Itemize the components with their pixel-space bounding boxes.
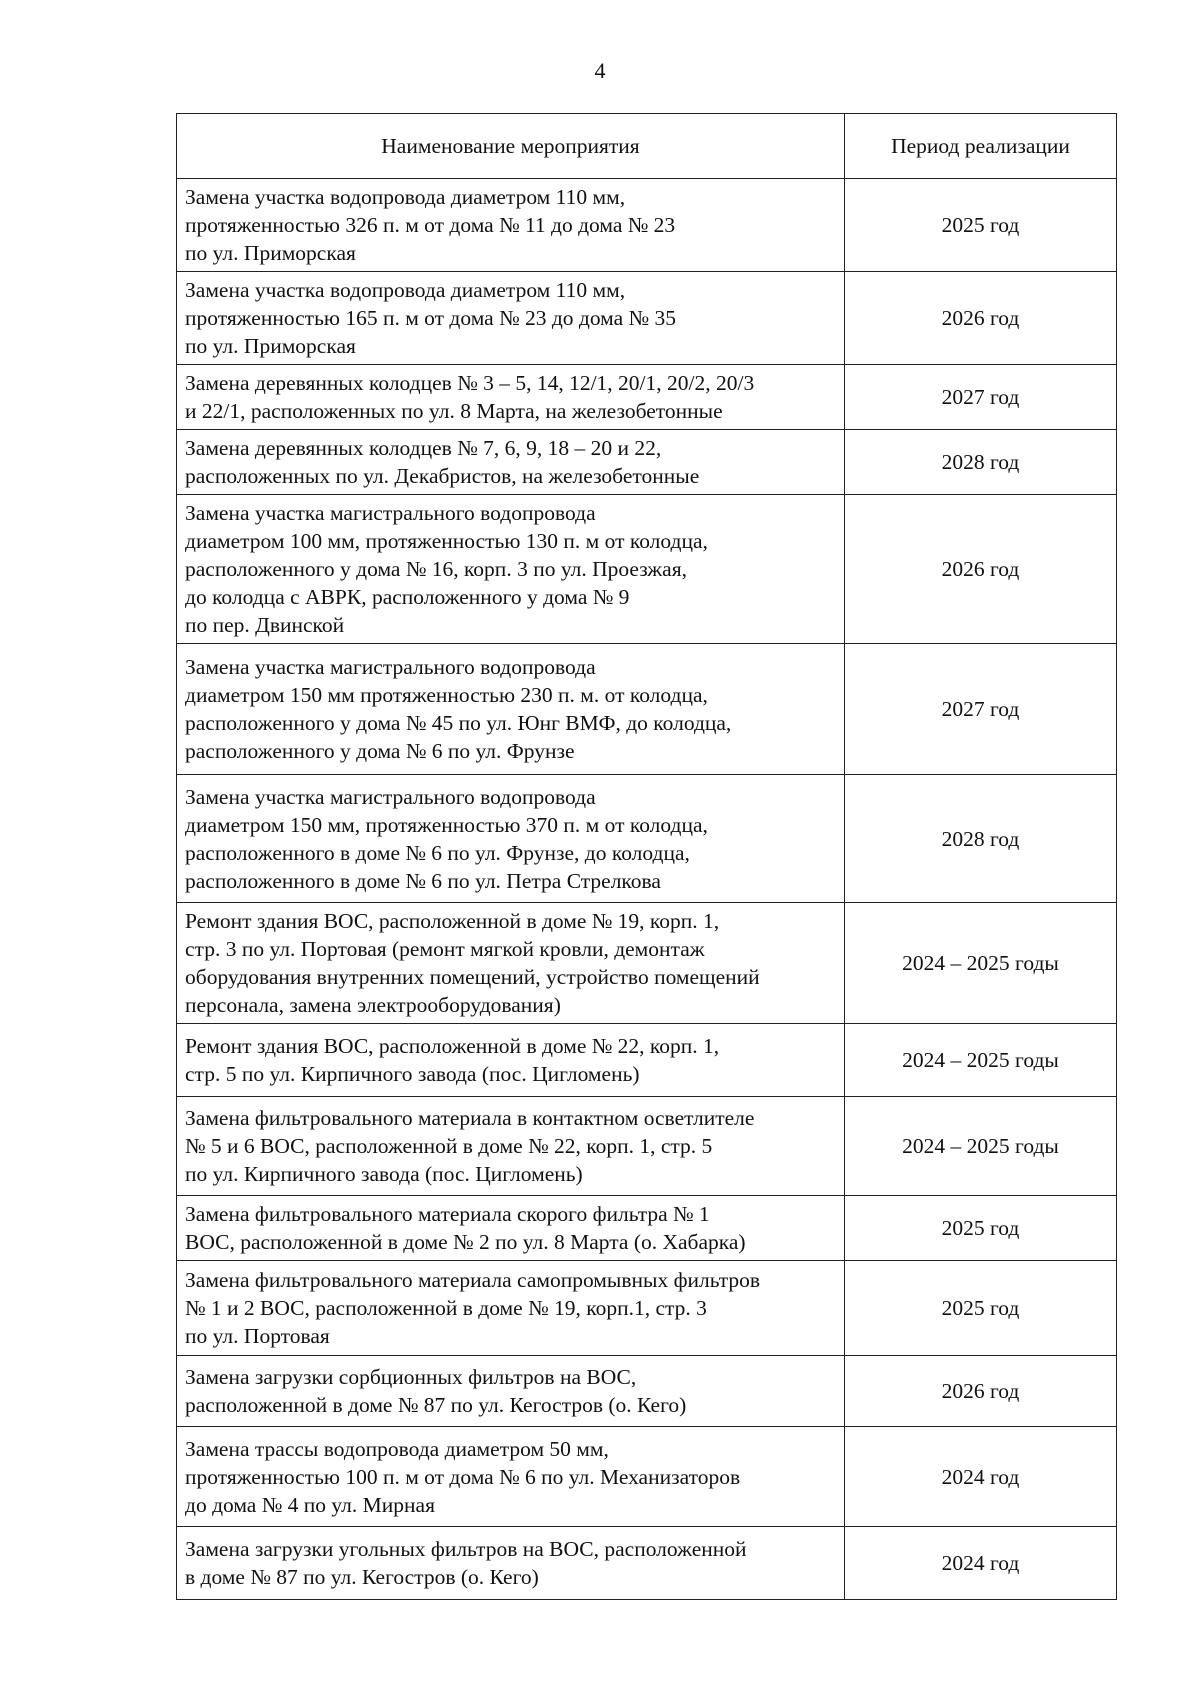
table-row	[177, 179, 1117, 272]
measure-name-cell: Замена участка магистрального водопровода диаметром 100 мм, протяженностью 130 п. м от колодца, расположенного у дома № 16, корп. 3 по ул. Проезжая, до колодца с АВРК, расположенного у дома № 9 по пер. Двинской	[177, 495, 845, 644]
period-cell: 2027 год	[845, 365, 1117, 430]
measure-name-cell: Замена загрузки сорбционных фильтров на ВОС, расположенной в доме № 87 по ул. Кегостров (о. Кего)	[177, 1356, 845, 1427]
period-cell: 2024 – 2025 годы	[845, 1024, 1117, 1097]
period-cell: 2026 год	[845, 495, 1117, 644]
period-cell: 2028 год	[845, 430, 1117, 495]
measure-name-cell: Замена деревянных колодцев № 3 – 5, 14, 12/1, 20/1, 20/2, 20/3 и 22/1, расположенных по ул. 8 Марта, на железобетонные	[177, 365, 845, 430]
measure-name-cell: Замена загрузки угольных фильтров на ВОС, расположенной в доме № 87 по ул. Кегостров (о. Кего)	[177, 1527, 845, 1600]
table-row	[177, 1356, 1117, 1427]
measure-name-cell: Ремонт здания ВОС, расположенной в доме № 22, корп. 1, стр. 5 по ул. Кирпичного завода (пос. Цигломень)	[177, 1024, 845, 1097]
measure-name-cell: Ремонт здания ВОС, расположенной в доме № 19, корп. 1, стр. 3 по ул. Портовая (ремонт мягкой кровли, демонтаж оборудования внутренних помещений, устройство помещений персонала, замена электрооборудования)	[177, 903, 845, 1024]
table-row	[177, 495, 1117, 644]
period-cell: 2024 – 2025 годы	[845, 1097, 1117, 1196]
table-row	[177, 1427, 1117, 1527]
period-cell: 2025 год	[845, 179, 1117, 272]
header-period: Период реализации	[845, 114, 1117, 179]
period-cell: 2024 – 2025 годы	[845, 903, 1117, 1024]
period-cell: 2025 год	[845, 1196, 1117, 1261]
header-measure-name: Наименование мероприятия	[177, 114, 845, 179]
table-row	[177, 775, 1117, 903]
table-row	[177, 1024, 1117, 1097]
table-row	[177, 365, 1117, 430]
measure-name-cell: Замена деревянных колодцев № 7, 6, 9, 18 – 20 и 22, расположенных по ул. Декабристов, на железобетонные	[177, 430, 845, 495]
period-cell: 2024 год	[845, 1427, 1117, 1527]
period-cell: 2024 год	[845, 1527, 1117, 1600]
measure-name-cell: Замена фильтровального материала самопромывных фильтров № 1 и 2 ВОС, расположенной в доме № 19, корп.1, стр. 3 по ул. Портовая	[177, 1261, 845, 1356]
page-number: 4	[594, 58, 606, 83]
measure-name-cell: Замена участка водопровода диаметром 110 мм, протяженностью 326 п. м от дома № 11 до дома № 23 по ул. Приморская	[177, 179, 845, 272]
measure-name-cell: Замена участка водопровода диаметром 110 мм, протяженностью 165 п. м от дома № 23 до дома № 35 по ул. Приморская	[177, 272, 845, 365]
period-cell: 2027 год	[845, 644, 1117, 775]
measure-name-cell: Замена фильтровального материала скорого фильтра № 1 ВОС, расположенной в доме № 2 по ул. 8 Марта (о. Хабарка)	[177, 1196, 845, 1261]
measures-table	[176, 113, 1117, 1600]
measure-name-cell: Замена фильтровального материала в контактном осветлителе № 5 и 6 ВОС, расположенной в доме № 22, корп. 1, стр. 5 по ул. Кирпичного завода (пос. Цигломень)	[177, 1097, 845, 1196]
table-header-row	[177, 114, 1117, 179]
table-row	[177, 1097, 1117, 1196]
measure-name-cell: Замена участка магистрального водопровода диаметром 150 мм, протяженностью 370 п. м от колодца, расположенного в доме № 6 по ул. Фрунзе, до колодца, расположенного в доме № 6 по ул. Петра Стрелкова	[177, 775, 845, 903]
table-row	[177, 1261, 1117, 1356]
period-cell: 2028 год	[845, 775, 1117, 903]
period-cell: 2026 год	[845, 272, 1117, 365]
table-row	[177, 1196, 1117, 1261]
measure-name-cell: Замена участка магистрального водопровода диаметром 150 мм протяженностью 230 п. м. от колодца, расположенного у дома № 45 по ул. Юнг ВМФ, до колодца, расположенного у дома № 6 по ул. Фрунзе	[177, 644, 845, 775]
table-row	[177, 272, 1117, 365]
table-row	[177, 644, 1117, 775]
measure-name-cell: Замена трассы водопровода диаметром 50 мм, протяженностью 100 п. м от дома № 6 по ул. Механизаторов до дома № 4 по ул. Мирная	[177, 1427, 845, 1527]
period-cell: 2025 год	[845, 1261, 1117, 1356]
table-row	[177, 430, 1117, 495]
period-cell: 2026 год	[845, 1356, 1117, 1427]
table-row	[177, 903, 1117, 1024]
table-row	[177, 1527, 1117, 1600]
